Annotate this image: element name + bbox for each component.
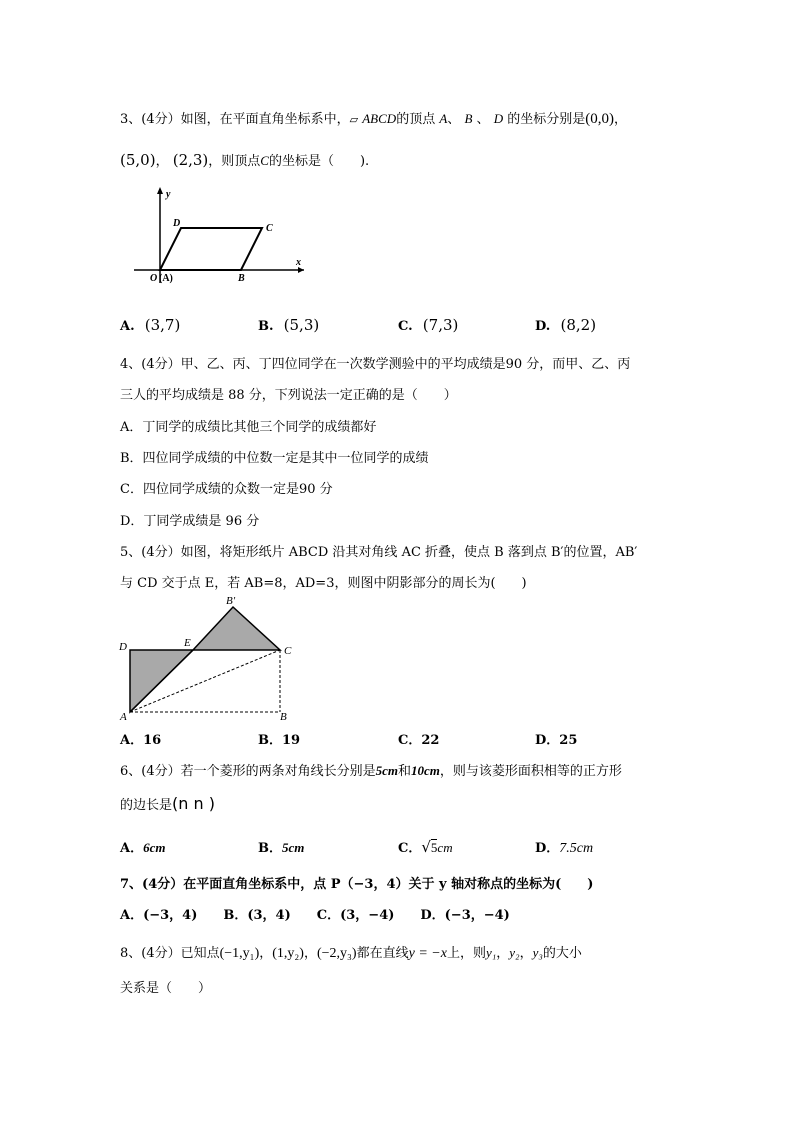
option-letter: D. xyxy=(535,319,551,334)
diagonal-1: 5cm xyxy=(375,763,399,778)
q8-text: 的大小 xyxy=(542,946,582,961)
q4-option-b: B．四位同学成绩的中位数一定是其中一位同学的成绩 xyxy=(120,451,429,466)
q6-text: 的边长是 xyxy=(120,798,173,813)
coord-00: (0,0) xyxy=(585,111,614,127)
label-c: C xyxy=(266,223,273,234)
q3-text: ，则顶点 xyxy=(208,154,261,169)
q6-text: 和 xyxy=(398,764,412,779)
label-d: D xyxy=(173,218,181,229)
q6-option-b xyxy=(258,837,304,856)
q3-option-c xyxy=(398,316,458,334)
option-letter: B． xyxy=(258,841,282,856)
label-b: B xyxy=(280,711,287,723)
label-a: A xyxy=(120,711,127,723)
q3-option-d xyxy=(535,316,596,334)
q6-option-c xyxy=(398,837,453,856)
option-value: 5cm xyxy=(282,840,305,855)
q5-option-c xyxy=(398,729,439,748)
option-value: (3,7) xyxy=(144,316,181,334)
option-value: (7,3) xyxy=(422,316,459,334)
shaded-triangle-ebc xyxy=(193,607,280,650)
q8-line2: 关系是（ ） xyxy=(120,981,212,996)
q8-line1 xyxy=(120,942,582,962)
label-b-prime: B′ xyxy=(226,595,236,607)
abcd-label: ABCD xyxy=(362,111,397,126)
answer-blank: (n n ) xyxy=(172,794,215,813)
y2: y₂ xyxy=(509,945,520,960)
q7-line1: 7、(4分）在平面直角坐标系中，点 P（−3，4）关于 y 轴对称点的坐标为( ) xyxy=(120,877,594,892)
separator: ， xyxy=(519,946,533,961)
separator: 、 xyxy=(447,112,461,127)
q5-line1: 5、(4分）如图，将矩形纸片 ABCD 沿其对角线 AC 折叠，使点 B 落到点 B′的位置，AB′ xyxy=(120,545,638,560)
q4-option-d: D．丁同学成绩是 96 分 xyxy=(120,514,260,529)
q3-option-b xyxy=(258,316,319,334)
q3-text: 的顶点 xyxy=(396,112,436,127)
q3-text: 3、(4分）如图，在平面直角坐标系中， xyxy=(120,112,350,127)
option-value: 22 xyxy=(421,733,440,748)
option-value: (5,3) xyxy=(283,316,320,334)
q6-line2 xyxy=(120,794,215,813)
y-label: y xyxy=(166,189,171,200)
q3-option-a xyxy=(120,316,180,334)
option-letter: C． xyxy=(398,841,422,856)
option-value: 19 xyxy=(282,733,301,748)
label-b: B xyxy=(238,273,245,284)
y-axis-arrow xyxy=(157,187,163,194)
option-value: 7.5cm xyxy=(559,841,594,856)
q3-text: 的坐标是（ ). xyxy=(268,154,370,169)
point-c: C xyxy=(260,153,269,168)
q4-option-c: C．四位同学成绩的众数一定是90 分 xyxy=(120,482,333,497)
q6-line1 xyxy=(120,760,622,779)
option-letter: C． xyxy=(398,733,422,748)
x-label: x xyxy=(296,257,301,268)
y3: y₃ xyxy=(532,945,543,960)
option-value: 6cm xyxy=(143,840,166,855)
q5-line2: 与 CD 交于点 E，若 AB=8，AD=3，则图中阴影部分的周长为( ) xyxy=(120,576,527,591)
label-d: D xyxy=(119,641,127,653)
q8-text: 8、(4分）已知点 xyxy=(120,946,220,961)
option-letter: A. xyxy=(120,319,135,334)
option-letter: C. xyxy=(398,319,413,334)
q3-line1 xyxy=(120,108,627,128)
option-value: (8,2) xyxy=(560,316,597,334)
option-value: 16 xyxy=(143,733,162,748)
option-letter: B. xyxy=(258,319,274,334)
parallelogram xyxy=(160,228,262,270)
q6-option-a xyxy=(120,837,165,856)
y1: y₁ xyxy=(485,945,497,960)
q7-options: A．(−3，4) B．(3，4) C．(3，−4) D．(−3，−4) xyxy=(120,908,510,923)
q8-text: 上，则 xyxy=(446,946,486,961)
point-b: B xyxy=(464,111,473,126)
parallelogram-symbol: ▱ xyxy=(349,113,359,126)
label-o: O xyxy=(150,273,158,284)
coord-23: (2,3) xyxy=(172,151,209,169)
q5-option-d xyxy=(535,729,577,748)
separator: ， xyxy=(496,946,510,961)
separator: ， xyxy=(155,154,169,169)
point-d: D xyxy=(493,111,504,126)
sqrt-radicand: 5 xyxy=(430,840,438,855)
point-a: A xyxy=(439,111,448,126)
separator: ， xyxy=(259,946,273,961)
option-letter: D． xyxy=(535,733,560,748)
label-c: C xyxy=(284,645,292,657)
q4-line1: 4、(4分）甲、乙、丙、丁四位同学在一次数学测验中的平均成绩是90 分，而甲、乙、丙 xyxy=(120,357,631,372)
option-letter: B． xyxy=(258,733,282,748)
option-value: 25 xyxy=(559,733,578,748)
q5-option-a xyxy=(120,729,161,748)
q6-text: 6、(4分）若一个菱形的两条对角线长分别是 xyxy=(120,764,376,779)
q5-option-b xyxy=(258,729,300,748)
coord-50: (5,0) xyxy=(120,151,156,169)
q6-option-d xyxy=(535,837,593,857)
diagonal-2: 10cm xyxy=(411,763,440,778)
q3-text: 的坐标分别是 xyxy=(507,112,586,127)
point-1: (−1,y₁) xyxy=(219,946,260,961)
option-letter: A． xyxy=(120,841,144,856)
label-a: (A) xyxy=(159,273,173,284)
q4-option-a: A．丁同学的成绩比其他三个同学的成绩都好 xyxy=(120,420,377,435)
option-letter: A． xyxy=(120,733,144,748)
separator: ， xyxy=(614,112,628,127)
sqrt-symbol: √ xyxy=(421,838,431,856)
q3-line2 xyxy=(120,150,369,169)
separator: 、 xyxy=(476,112,490,127)
option-unit: cm xyxy=(437,840,453,855)
point-2: (1,y₂) xyxy=(272,946,304,961)
label-e: E xyxy=(184,637,191,649)
point-3: (−2,y₃) xyxy=(316,946,357,961)
q3-figure xyxy=(128,185,308,285)
q8-text: 都在直线 xyxy=(356,946,409,961)
separator: ， xyxy=(303,946,317,961)
line-equation: y = −x xyxy=(408,946,447,961)
option-letter: D． xyxy=(535,841,560,856)
q4-line2: 三人的平均成绩是 88 分，下列说法一定正确的是（ ） xyxy=(120,388,457,403)
q6-text: ，则与该菱形面积相等的正方形 xyxy=(439,764,622,779)
q5-figure xyxy=(115,592,300,724)
